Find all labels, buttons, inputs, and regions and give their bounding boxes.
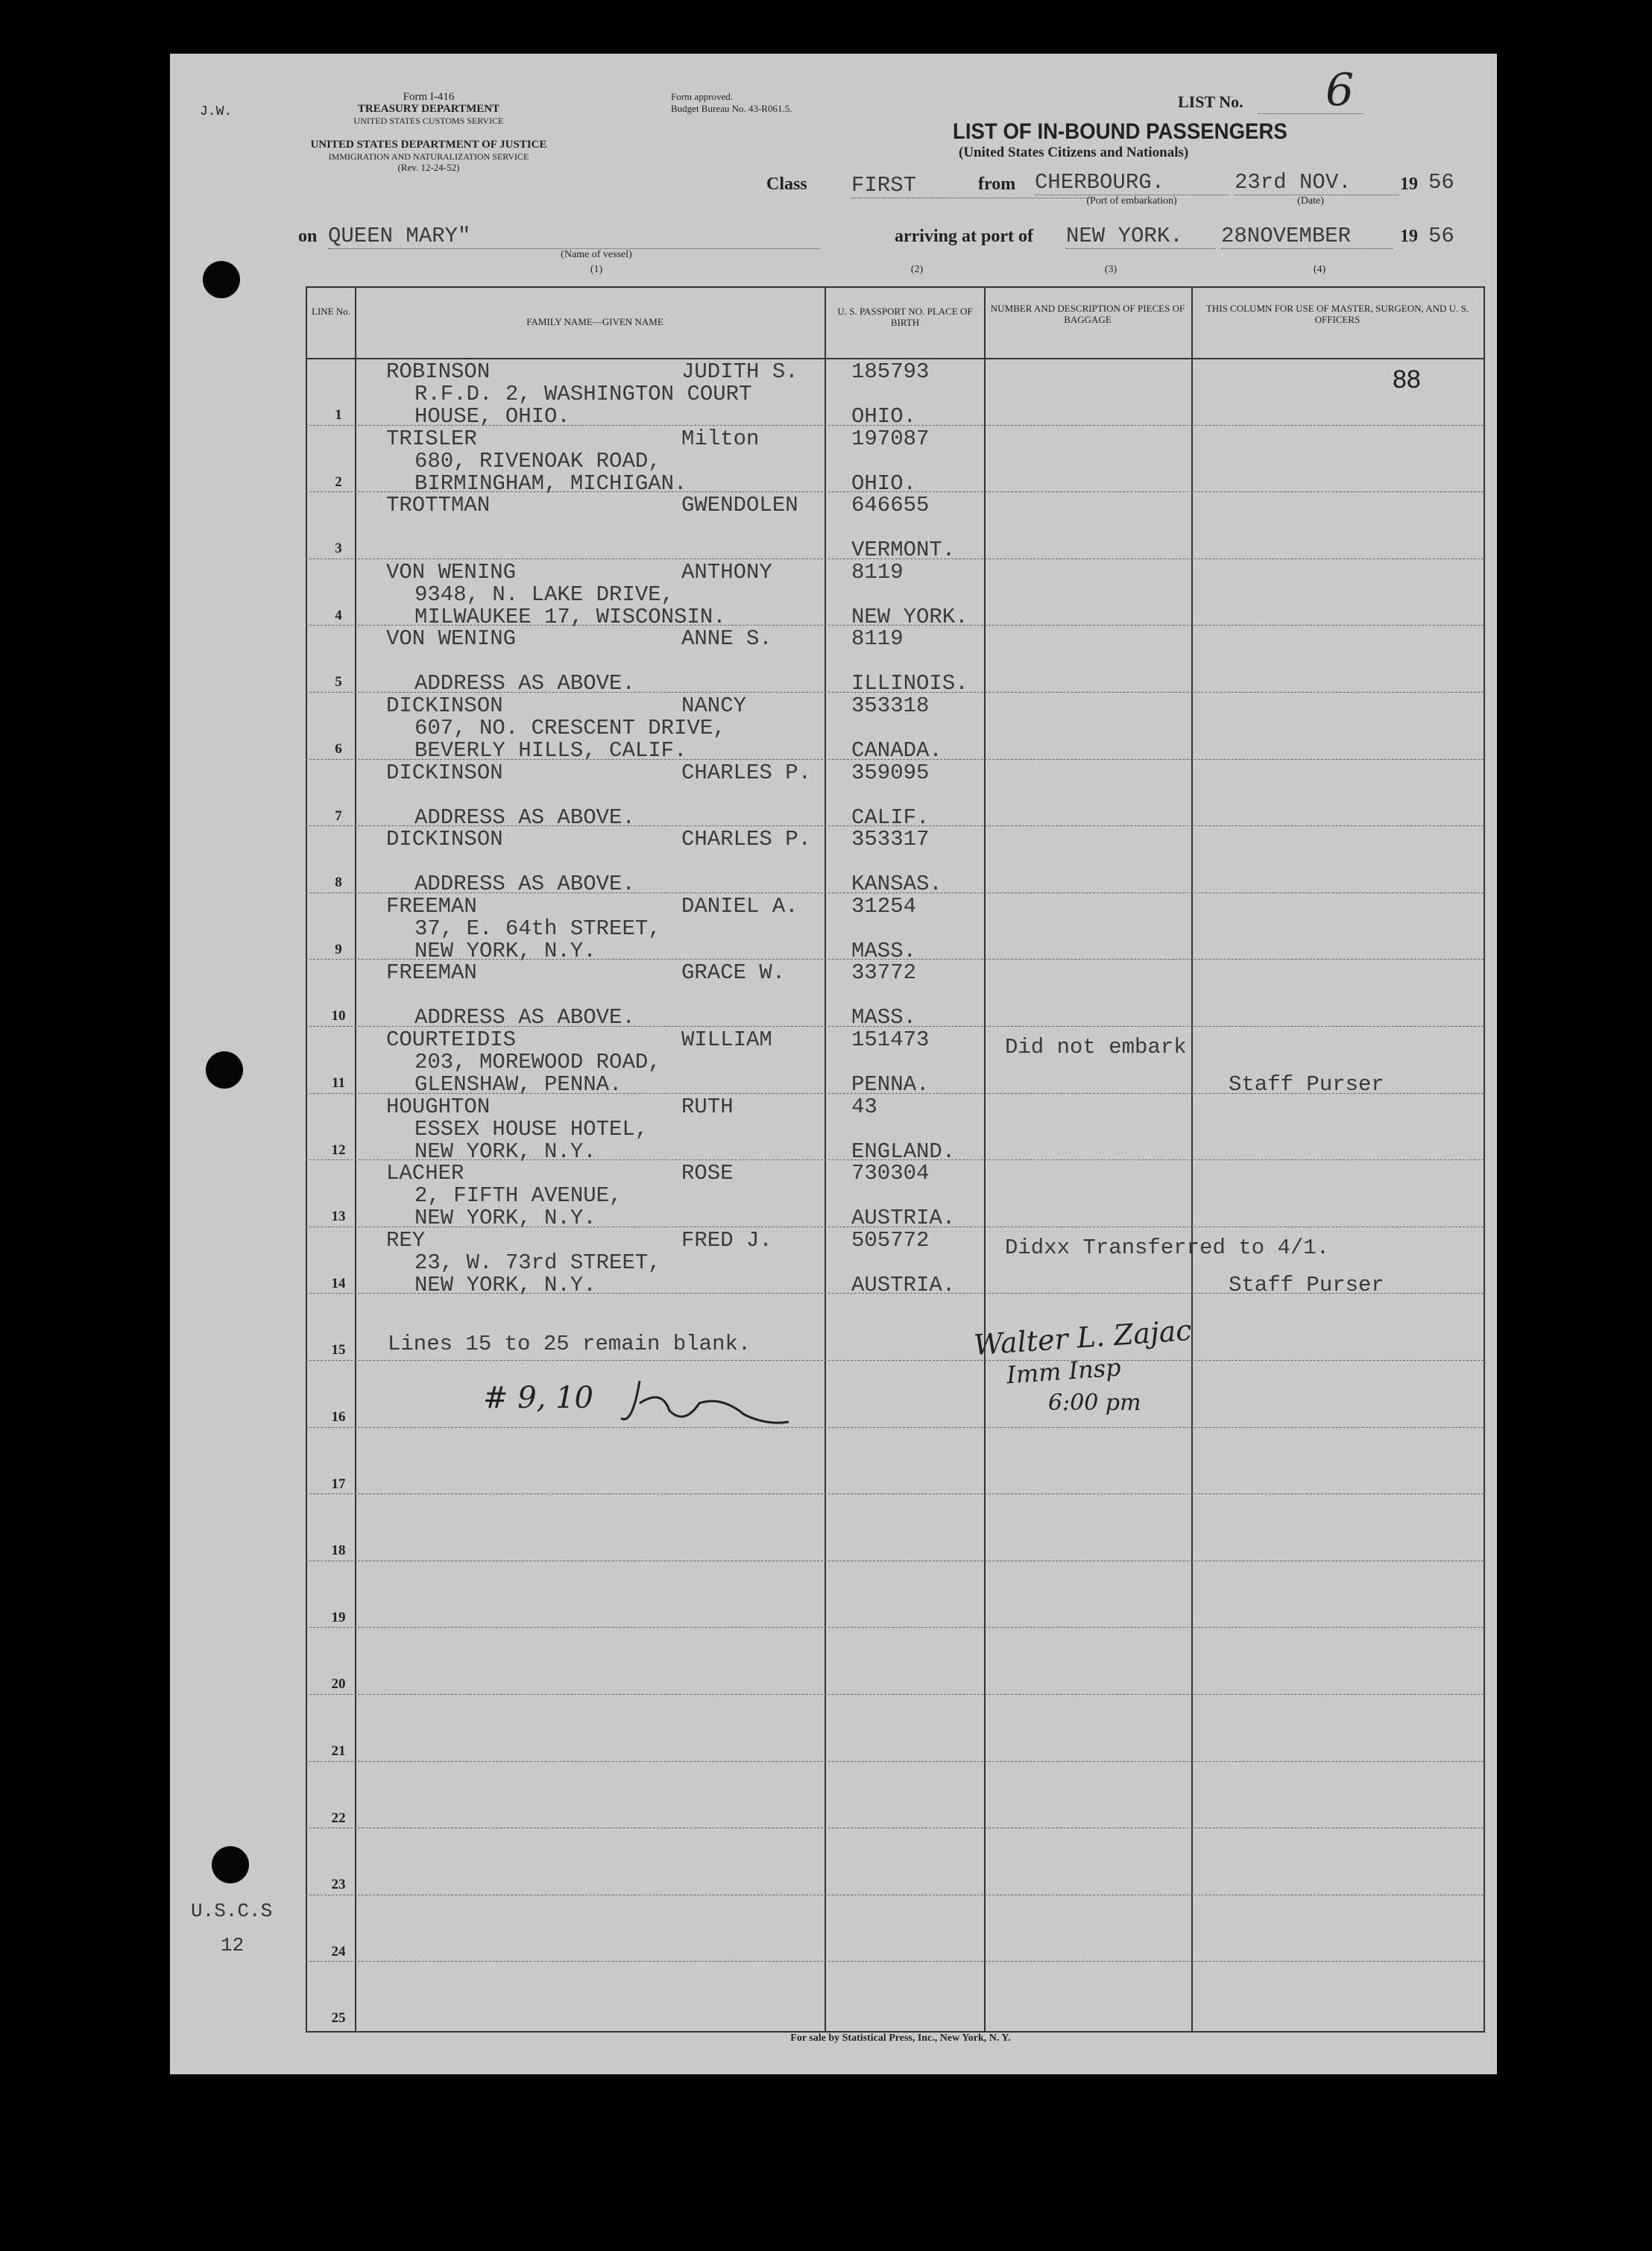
- family-name: DICKINSON: [386, 693, 503, 718]
- line-number: 3: [335, 541, 342, 557]
- family-name: FREEMAN: [386, 960, 477, 986]
- passport-number: 197087: [851, 426, 930, 451]
- from-value: CHERBOURG.: [1035, 170, 1229, 195]
- budget-bureau: Budget Bureau No. 43-R061.5.: [671, 103, 792, 114]
- line-number: 14: [331, 1275, 346, 1291]
- row-divider: [306, 1761, 1484, 1762]
- row-divider: [306, 825, 1484, 826]
- family-name: FREEMAN: [386, 893, 477, 919]
- row-divider: [306, 1360, 1484, 1361]
- family-name: COURTEIDIS: [386, 1027, 517, 1052]
- address-line-2: GLENSHAW, PENNA.: [414, 1072, 622, 1097]
- given-name: CHARLES P.: [681, 760, 812, 785]
- line-number: 23: [331, 1877, 346, 1893]
- passport-number: 33772: [851, 960, 917, 986]
- given-name: DANIEL A.: [681, 893, 798, 919]
- given-name: FRED J.: [681, 1227, 772, 1253]
- address-line-1: ESSEX HOUSE HOTEL,: [414, 1116, 649, 1142]
- col-num-1: (1): [590, 264, 603, 275]
- officer-note: Staff Purser: [1229, 1072, 1384, 1097]
- given-name: Milton: [681, 426, 760, 451]
- line-number: 2: [335, 473, 342, 490]
- place-of-birth: CANADA.: [851, 738, 942, 763]
- line-number: 4: [335, 607, 342, 623]
- line-number: 8: [335, 875, 342, 891]
- embark-date: 23rd NOV.: [1235, 170, 1399, 195]
- passport-number: 8119: [851, 626, 904, 652]
- place-of-birth: KANSAS.: [851, 872, 942, 897]
- list-no-label: LIST No.: [1178, 92, 1243, 111]
- col-name-header: FAMILY NAME—GIVEN NAME: [526, 316, 663, 327]
- place-of-birth: CALIF.: [851, 805, 930, 830]
- line-number: 5: [335, 674, 342, 690]
- family-name: LACHER: [386, 1161, 464, 1186]
- officer-count: 88: [1393, 365, 1421, 394]
- on-label: on: [298, 227, 318, 246]
- row-divider: [306, 1961, 1484, 1962]
- family-name: VON WENING: [386, 626, 517, 652]
- arrival-port: NEW YORK.: [1066, 224, 1215, 249]
- row-divider: [306, 625, 1484, 626]
- footer-imprint: For sale by Statistical Press, Inc., New York, N. Y.: [790, 2033, 1011, 2044]
- family-name: TRISLER: [386, 426, 477, 451]
- place-of-birth: OHIO.: [851, 470, 917, 496]
- line-number: 12: [331, 1142, 346, 1158]
- line-number: 21: [331, 1743, 346, 1759]
- given-name: RUTH: [681, 1094, 734, 1119]
- class-value: FIRST: [851, 173, 1090, 198]
- vessel-name: QUEEN MARY": [328, 224, 820, 249]
- passport-number: 31254: [851, 893, 917, 919]
- line-number: 24: [331, 1943, 346, 1959]
- place-of-birth: MASS.: [851, 1005, 917, 1030]
- place-of-birth: MASS.: [851, 938, 917, 963]
- place-of-birth: VERMONT.: [851, 538, 956, 563]
- address-line-1: 680, RIVENOAK ROAD,: [414, 448, 661, 473]
- line-number: 17: [331, 1476, 346, 1492]
- given-name: ANNE S.: [681, 626, 772, 652]
- col-num-2: (2): [910, 264, 924, 275]
- year-suffix: 56: [1428, 170, 1454, 195]
- family-name: ROBINSON: [386, 359, 491, 384]
- form-approved: Form approved.: [671, 91, 734, 102]
- margin-uscs: U.S.C.S: [191, 1900, 273, 1922]
- col-baggage-header: NUMBER AND DESCRIPTION OF PIECES OF BAGGAGE: [990, 303, 1185, 325]
- given-name: JUDITH S.: [681, 359, 798, 384]
- customs-service: UNITED STATES CUSTOMS SERVICE: [353, 116, 504, 126]
- given-name: GRACE W.: [681, 960, 786, 986]
- line-number: 6: [335, 741, 342, 757]
- address-line-2: ADDRESS AS ABOVE.: [414, 671, 635, 696]
- row-divider: [306, 1694, 1484, 1695]
- line-number: 16: [331, 1409, 346, 1425]
- address-line-2: NEW YORK, N.Y.: [414, 938, 596, 963]
- ins-service: IMMIGRATION AND NATURALIZATION SERVICE: [328, 151, 529, 162]
- given-name: WILLIAM: [681, 1027, 772, 1052]
- line-number: 9: [335, 941, 342, 957]
- arrival-date: 28NOVEMBER: [1221, 224, 1393, 249]
- row-divider: [306, 1026, 1484, 1027]
- row-divider: [306, 1627, 1484, 1628]
- form-title: LIST OF IN-BOUND PASSENGERS: [953, 119, 1287, 144]
- address-line-1: 2, FIFTH AVENUE,: [414, 1183, 622, 1209]
- address-line-1: 607, NO. CRESCENT DRIVE,: [414, 716, 726, 740]
- line-number: 19: [331, 1609, 346, 1625]
- line-number: 10: [331, 1008, 346, 1024]
- given-name: ANTHONY: [681, 559, 772, 585]
- place-of-birth: PENNA.: [851, 1072, 930, 1097]
- col-passport-header: U. S. PASSPORT NO. PLACE OF BIRTH: [837, 306, 973, 328]
- passport-number: 646655: [851, 493, 930, 518]
- address-line-1: 23, W. 73rd STREET,: [414, 1250, 661, 1275]
- passport-number: 151473: [851, 1027, 930, 1052]
- address-line-2: MILWAUKEE 17, WISCONSIN.: [414, 604, 726, 629]
- line-number: 13: [331, 1209, 346, 1225]
- given-name: GWENDOLEN: [681, 493, 798, 518]
- corner-initials: J.W.: [200, 104, 233, 119]
- passport-number: 730304: [851, 1161, 930, 1186]
- passport-number: 353318: [851, 693, 930, 718]
- vessel-caption: (Name of vessel): [561, 249, 632, 260]
- place-of-birth: AUSTRIA.: [851, 1272, 956, 1297]
- list-no-value: 6: [1325, 64, 1355, 116]
- address-line-1: 37, E. 64th STREET,: [414, 916, 661, 941]
- inspector-title: Imm Insp: [1005, 1353, 1122, 1390]
- place-of-birth: ENGLAND.: [851, 1139, 956, 1164]
- passport-number: 8119: [851, 559, 904, 585]
- form-number: Form I-416: [403, 91, 455, 103]
- inspector-signature: Walter L. Zajac: [972, 1313, 1193, 1362]
- address-line-2: NEW YORK, N.Y.: [414, 1206, 596, 1231]
- punch-hole: [203, 261, 240, 298]
- address-line-2: NEW YORK, N.Y.: [414, 1139, 596, 1164]
- punch-hole: [206, 1051, 243, 1089]
- passport-number: 353317: [851, 827, 930, 852]
- treasury-dept: TREASURY DEPARTMENT: [357, 103, 500, 115]
- port-embark-caption: (Port of embarkation): [1086, 195, 1177, 207]
- row-divider: [306, 1827, 1484, 1828]
- address-line-1: 203, MOREWOOD ROAD,: [414, 1050, 661, 1074]
- row-divider: [306, 425, 1484, 426]
- line-number: 11: [332, 1075, 345, 1091]
- passport-number: 43: [851, 1094, 877, 1119]
- address-line-1: 9348, N. LAKE DRIVE,: [414, 582, 675, 607]
- address-line-2: NEW YORK, N.Y.: [414, 1272, 596, 1297]
- date-caption: (Date): [1297, 195, 1324, 207]
- class-label: Class: [766, 174, 807, 194]
- blank-lines-note: Lines 15 to 25 remain blank.: [388, 1332, 751, 1357]
- line-number: 20: [331, 1676, 346, 1693]
- given-name: CHARLES P.: [681, 827, 812, 852]
- place-of-birth: ILLINOIS.: [851, 671, 968, 696]
- line-number: 18: [331, 1543, 346, 1559]
- place-of-birth: OHIO.: [851, 404, 917, 429]
- address-line-1: R.F.D. 2, WASHINGTON COURT: [414, 382, 752, 406]
- line-number: 22: [331, 1810, 346, 1826]
- row-divider: [306, 892, 1484, 893]
- family-name: TROTTMAN: [386, 493, 491, 518]
- family-name: DICKINSON: [386, 760, 503, 785]
- address-line-2: ADDRESS AS ABOVE.: [414, 872, 635, 897]
- list-no-underline: [1258, 113, 1363, 114]
- line-number: 7: [335, 807, 342, 824]
- row-divider: [306, 1293, 1484, 1294]
- row-divider: [306, 692, 1484, 693]
- row-divider: [306, 1159, 1484, 1160]
- passport-number: 359095: [851, 760, 930, 785]
- line-number: 1: [335, 407, 342, 423]
- form-subtitle: (United States Citizens and Nationals): [959, 145, 1189, 160]
- document-page: [170, 54, 1497, 2074]
- line-number: 15: [331, 1342, 346, 1359]
- officer-note: Staff Purser: [1229, 1272, 1384, 1297]
- arriving-label: arriving at port of: [895, 227, 1033, 246]
- handwritten-initials: [617, 1373, 796, 1441]
- passport-number: 505772: [851, 1227, 930, 1253]
- place-of-birth: AUSTRIA.: [851, 1206, 956, 1231]
- year-prefix: 19: [1400, 174, 1418, 194]
- col-officers-header: THIS COLUMN FOR USE OF MASTER, SURGEON, AND U. S. OFFICERS: [1205, 303, 1469, 325]
- family-name: VON WENING: [386, 559, 517, 585]
- passport-number: 185793: [851, 359, 930, 384]
- family-name: HOUGHTON: [386, 1094, 491, 1119]
- row-divider: [306, 759, 1484, 760]
- arrival-year-suffix: 56: [1428, 224, 1454, 248]
- given-name: NANCY: [681, 693, 747, 718]
- address-line-2: ADDRESS AS ABOVE.: [414, 805, 635, 830]
- address-line-2: ADDRESS AS ABOVE.: [414, 1005, 635, 1030]
- inspector-time: 6:00 pm: [1048, 1390, 1141, 1416]
- handwritten-numbers: # 9, 10: [483, 1381, 594, 1415]
- row-divider: [306, 491, 1484, 492]
- col-num-4: (4): [1313, 264, 1326, 275]
- col-line-header: LINE No.: [312, 306, 350, 317]
- row-divider: [306, 1493, 1484, 1494]
- row-divider: [306, 1427, 1484, 1428]
- col-num-3: (3): [1104, 264, 1117, 275]
- row-divider: [306, 558, 1484, 559]
- place-of-birth: NEW YORK.: [851, 604, 968, 629]
- punch-hole: [212, 1846, 249, 1883]
- address-line-2: BIRMINGHAM, MICHIGAN.: [414, 470, 687, 496]
- row-divider: [306, 1093, 1484, 1094]
- family-name: DICKINSON: [386, 827, 503, 852]
- row-divider: [306, 959, 1484, 960]
- from-label: from: [978, 174, 1016, 194]
- family-name: REY: [386, 1227, 426, 1253]
- justice-dept: UNITED STATES DEPARTMENT OF JUSTICE: [310, 139, 547, 151]
- address-line-2: HOUSE, OHIO.: [414, 404, 570, 429]
- baggage-note: Didxx Transferred to 4/1.: [1005, 1235, 1330, 1260]
- given-name: ROSE: [681, 1161, 734, 1186]
- margin-number: 12: [221, 1934, 245, 1956]
- address-line-2: BEVERLY HILLS, CALIF.: [414, 738, 687, 763]
- arrival-year-prefix: 19: [1400, 227, 1418, 246]
- revision: (Rev. 12-24-52): [397, 162, 460, 173]
- line-number: 25: [331, 2010, 346, 2027]
- baggage-note: Did not embark: [1005, 1035, 1187, 1060]
